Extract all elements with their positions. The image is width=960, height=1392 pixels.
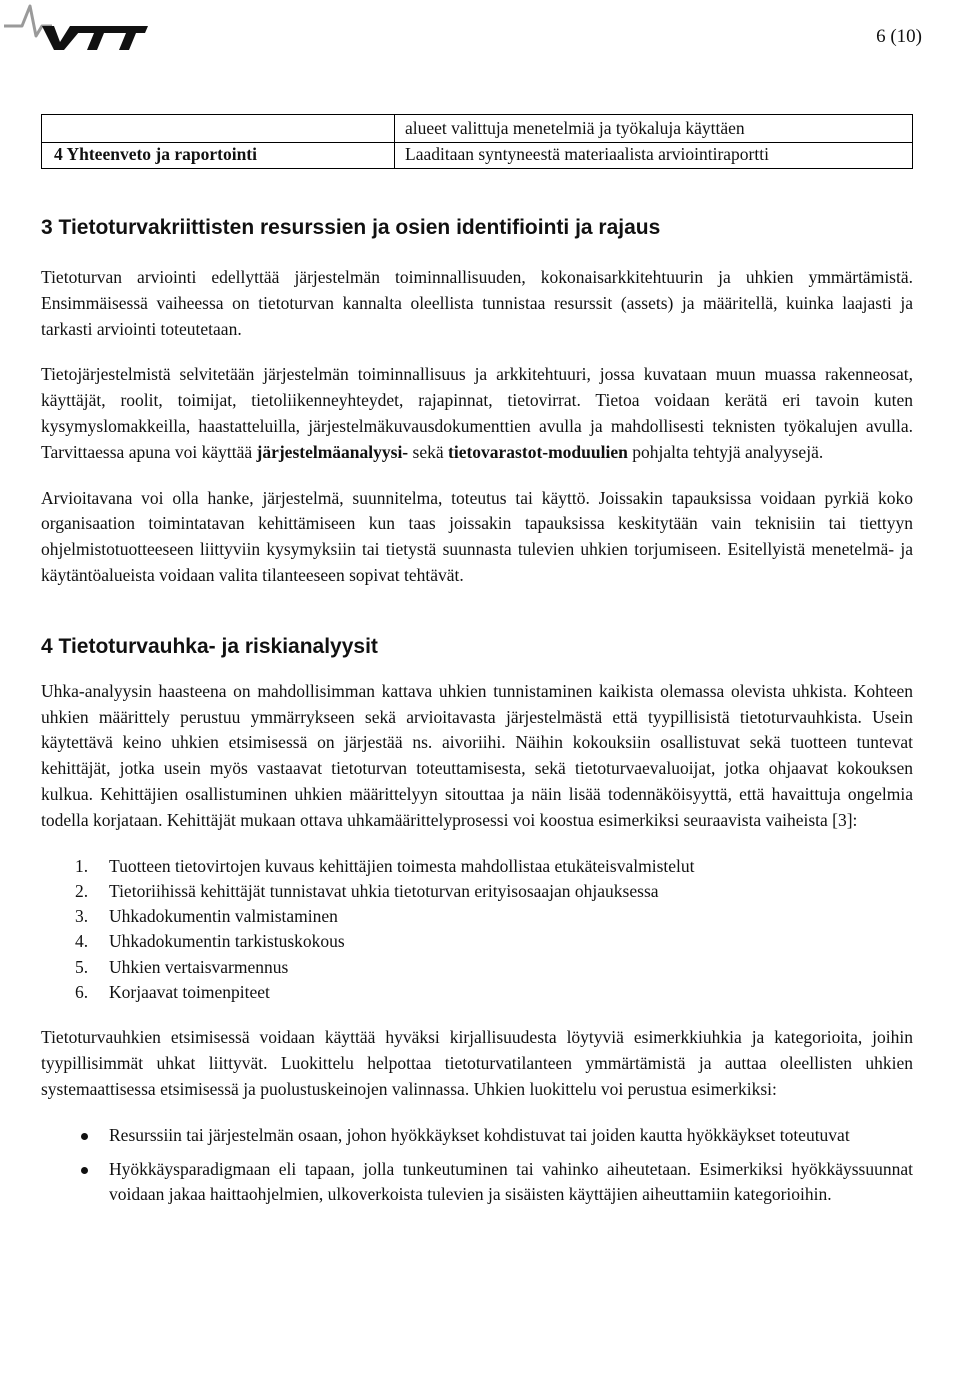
- vtt-logo: [4, 2, 149, 52]
- list-item: Resurssiin tai järjestelmän osaan, johon hyökkäykset kohdistuvat tai joiden kautta hyökkäykset toteutuvat: [41, 1123, 913, 1149]
- list-item: 3. Uhkadokumentin valmistaminen: [75, 906, 338, 927]
- page-number: 6 (10): [876, 26, 922, 47]
- list-item: 4. Uhkadokumentin tarkistuskokous: [75, 931, 345, 952]
- section-4-paragraph-1: Uhka-analyysin haasteena on mahdollisimman kattava uhkien tunnistaminen kaikista olemassa olevista uhkista. Kohteen uhkien määrittely perustuu ymmärrykseen sekä arvioitavasta järjestelmästä että tyypillisistä tietoturvauhkista. Usein käytettävä keino uhkien etsimisessä on järjestää ns. aivoriihi. Näihin kokouksiin osallistuvat sekä tuotteen tuntevat kehittäjät, jotka usein myös vastaavat tietoturvan toteuttamisesta, sekä tietoturvaevaluoijat, jotka ohjaavat kokouksen kulkua. Kehittäjien osallistuminen uhkien määrittelyyn sitouttaa ja näin lisää todennäköisyyttä, että havaittuja ongelmia todella korjataan. Kehittäjät mukaan ottava uhkamäärittelyprosessi voi koostua esimerkiksi seuraavista vaiheista [3]:: [41, 680, 913, 830]
- table-cell-phase: [42, 115, 395, 143]
- bullet-icon: [81, 1133, 88, 1140]
- methods-table: [41, 114, 913, 169]
- table-cell-phase: 4 Yhteenveto ja raportointi: [42, 143, 395, 169]
- list-item: Hyökkäysparadigmaan eli tapaan, jolla tunkeutuminen tai vahinko aiheutetaan. Esimerkiksi hyökkäyssuunnat voidaan jakaa haittaohjelmien, ulkoverkoista tulevien ja sisäisten käyttäjien aiheuttamiin kategorioihin.: [41, 1157, 913, 1209]
- bullet-icon: [81, 1167, 88, 1174]
- section-4-heading: 4 Tietoturvauhka- ja riskianalyysit: [41, 634, 378, 658]
- table-cell-description: Laaditaan syntyneestä materiaalista arviointiraportti: [395, 143, 913, 169]
- table-row: [42, 143, 913, 169]
- process-steps-list: [41, 854, 913, 1006]
- section-3-paragraph-1: Tietoturvan arviointi edellyttää järjestelmän toiminnallisuuden, kokonaisarkkitehtuurin ja uhkien ymmärtämistä. Ensimmäisessä vaiheessa on tietoturvan kannalta oleellista tunnistaa resurssit (assets) ja määritellä, kuinka laajasti ja tarkasti arviointi toteutetaan.: [41, 267, 913, 339]
- section-3-paragraph-3: Arvioitavana voi olla hanke, järjestelmä, suunnitelma, toteutus tai käyttö. Joissakin tapauksissa voidaan pyrkiä koko organisaation toimintatavan kehittämiseen kun taas joissakin tapauksissa keskitytään vain teknisiin tai tiettyyn ohjelmistotuotteeseen liittyviin kysymyksiin tai tietystä suunnasta tulevien uhkien torjumiseen. Esitellyistä menetelmä- ja käytäntöalueista voidaan valita tilanteeseen sopivat tehtävät.: [41, 487, 913, 585]
- list-item: 1. Tuotteen tietovirtojen kuvaus kehittäjien toimesta mahdollistaa etukäteisvalmistelut: [75, 855, 695, 876]
- classification-bullets: [41, 1123, 913, 1208]
- section-4-paragraph-2: Tietoturvauhkien etsimisessä voidaan käyttää hyväksi kirjallisuudesta löytyviä esimerkkiuhkia ja kategorioita, joihin tyypillisimmät uhkat liittyvät. Luokittelu helpottaa tietoturvatilanteen ymmärtämistä ja auttaa oleellisten uhkien systemaattisessa etsimisessä ja puolustuskeinojen valinnassa. Uhkien luokittelu voi perustua esimerkiksi:: [41, 1027, 913, 1099]
- list-item: 5. Uhkien vertaisvarmennus: [75, 956, 289, 977]
- document-body: [41, 214, 913, 1216]
- list-item: 2. Tietoriihissä kehittäjät tunnistavat uhkia tietoturvan erityisosaajan ohjauksessa: [75, 880, 659, 901]
- section-3-heading: 3 Tietoturvakriittisten resurssien ja osien identifiointi ja rajaus: [41, 216, 661, 239]
- table-cell-description: alueet valittuja menetelmiä ja työkaluja käyttäen: [395, 115, 913, 143]
- bold-term: tietovarastot-moduulien: [448, 441, 628, 462]
- section-3-paragraph-2: Tietojärjestelmistä selvitetään järjestelmän toiminnallisuus ja arkkitehtuuri, jossa kuvataan muun muassa rakenneosat, käyttäjät, roolit, toimijat, tietoliikenneyhteydet, rajapinnat, tietovirrat. Tietoa voidaan kerätä eri tavoin kuten kysymyslomakkeilla, haastatteluilla, järjestelmäkuvausdokumenttien avulla ja mahdollisesti teknisten työkalujen avulla. Tarvittaessa apuna voi käyttää järjestelmäanalyysi- sekä tietovarastot-moduulien pohjalta tehtyjä analyysejä.: [41, 364, 913, 462]
- table-row: [42, 115, 913, 143]
- bold-term: järjestelmäanalyysi-: [256, 441, 409, 462]
- list-item: 6. Korjaavat toimenpiteet: [75, 982, 270, 1003]
